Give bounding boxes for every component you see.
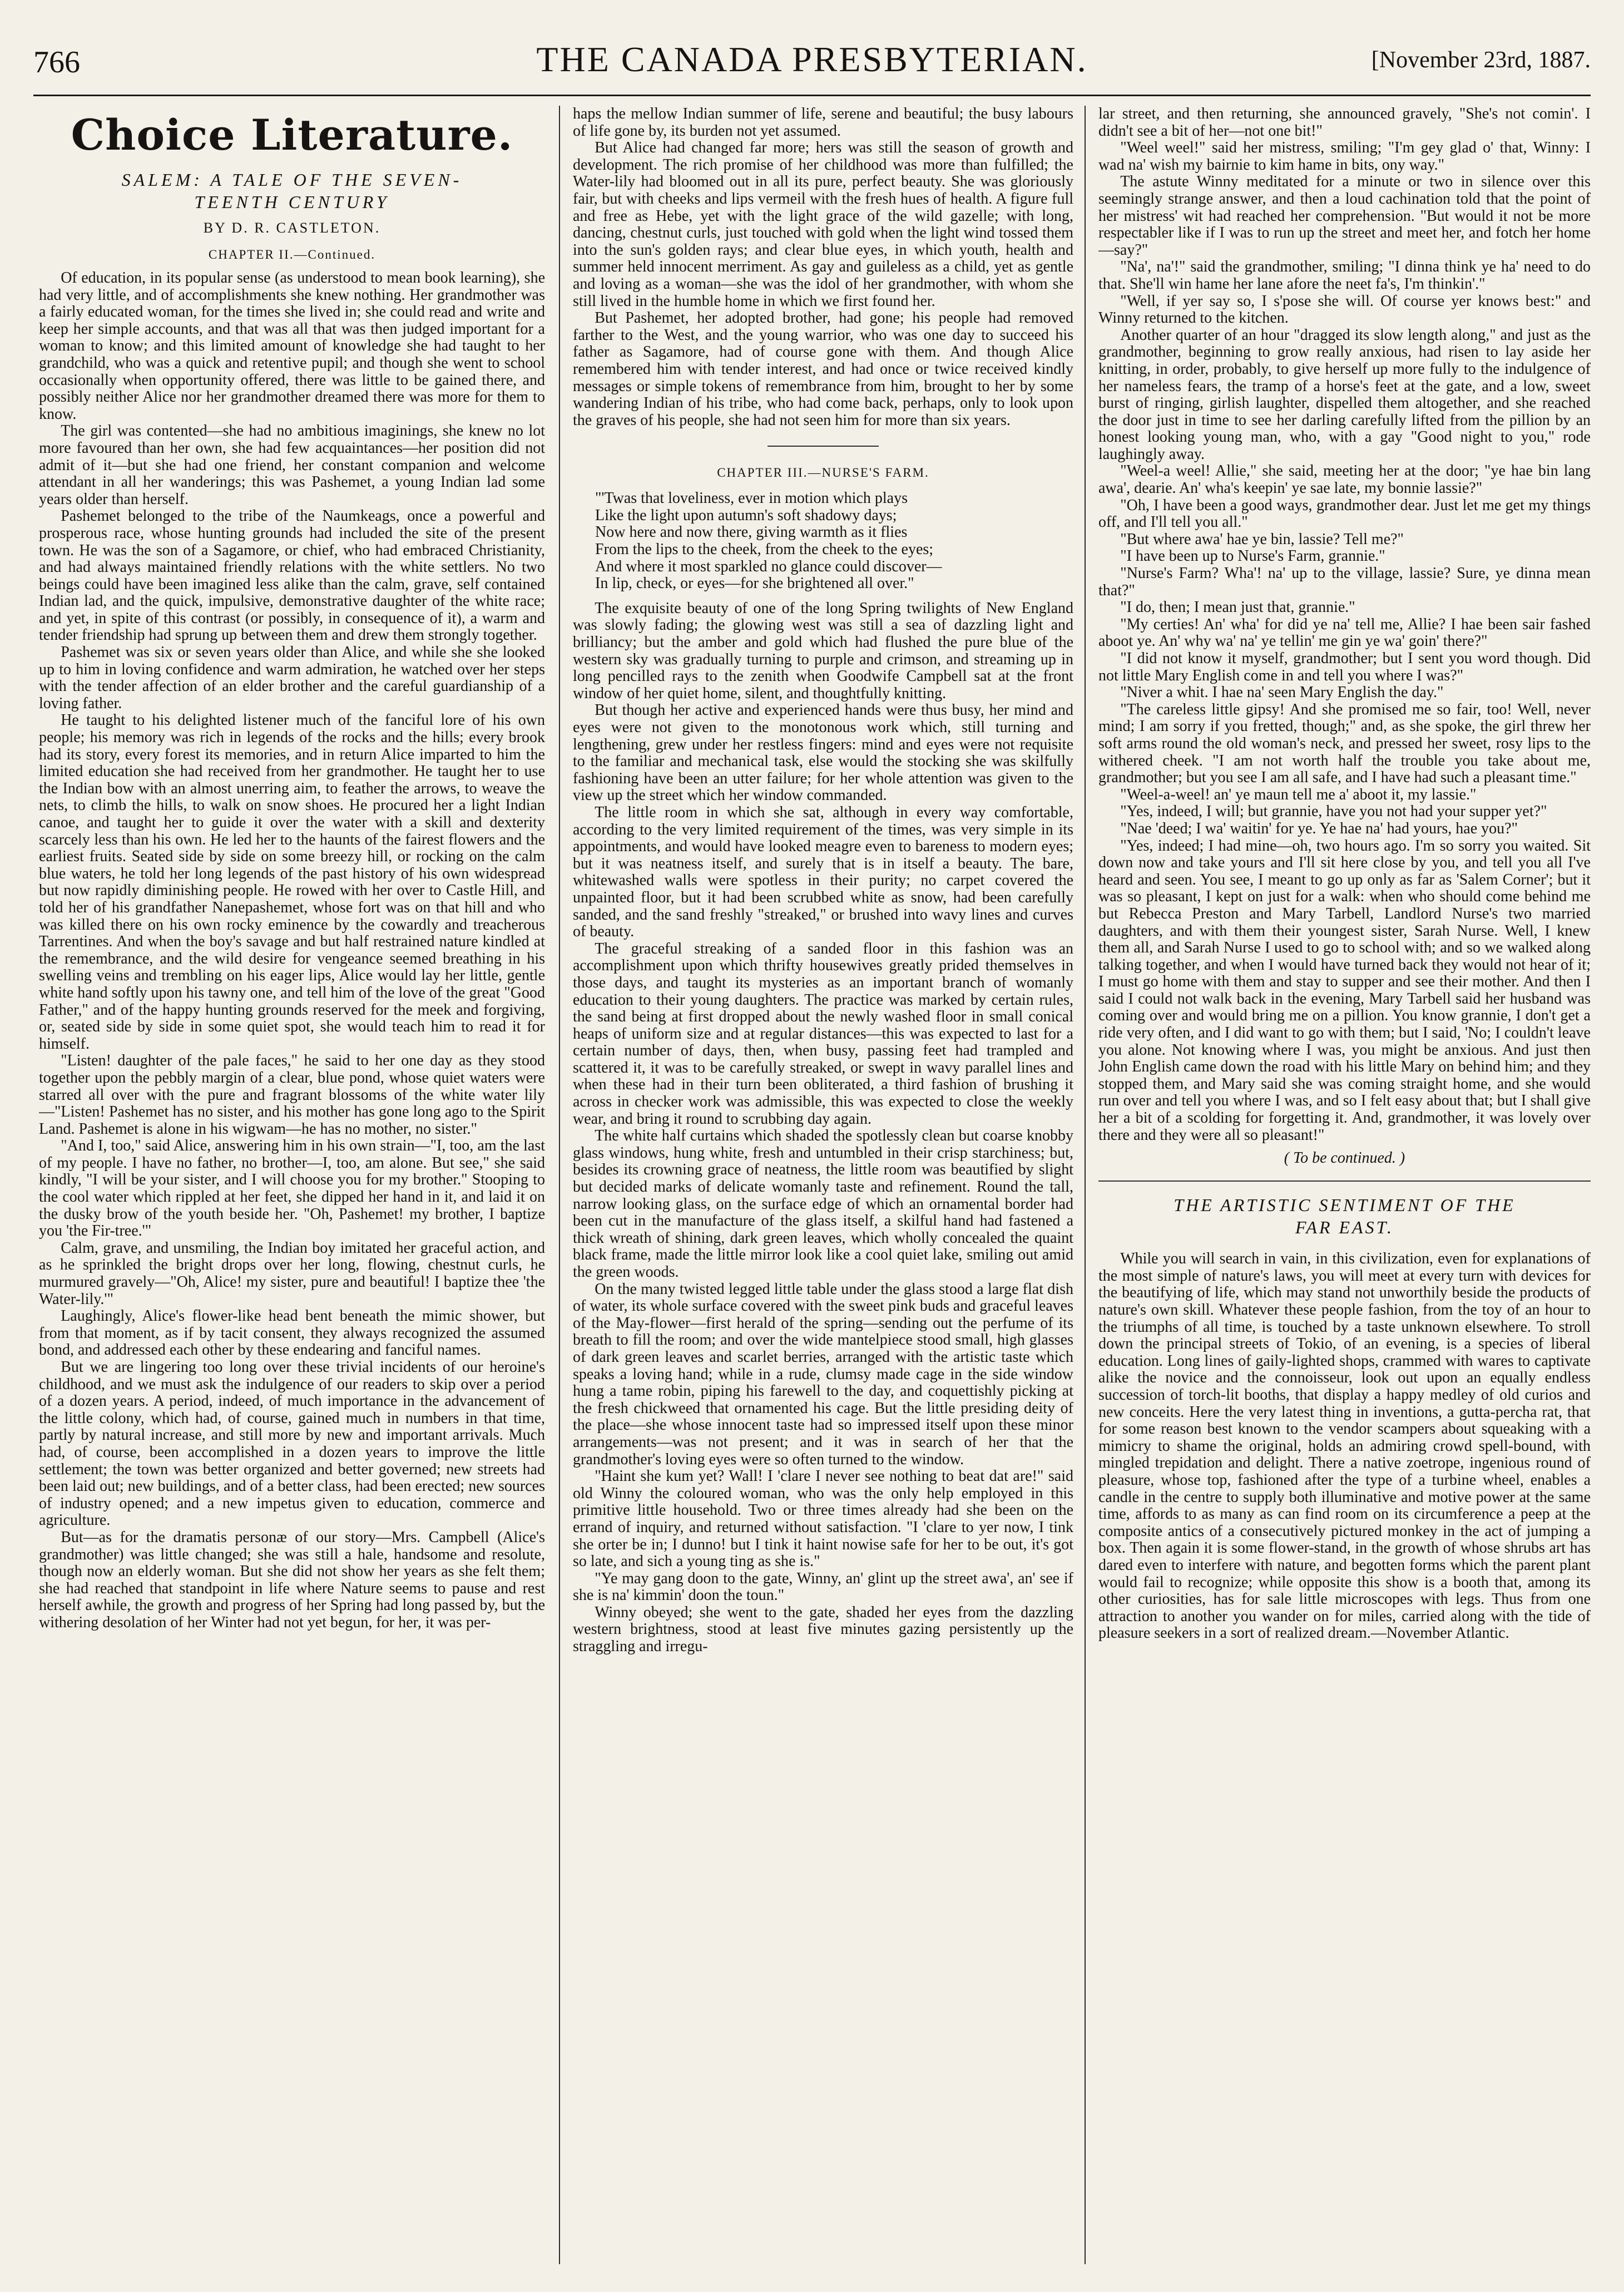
paragraph: He taught to his delighted listener much of the fanciful lore of his own people; his memory was rich in legends of the rocks and the hills; every brook had its story, every forest its memories, and in return Alice imparted to him the limited education she had received from her grandmother. He taught her to use the Indian bow with an almost unerring aim, to feather the arrows, to weave the nets, to climb the hills, to walk on snow shoes. He procured her a light Indian canoe, and taught her to guide it over the water with a skill and dexterity scarcely less than his own. He led her to the haunts of the fairest flowers and the earliest fruits. Seated side by side on some breezy hill, or rocking on the calm blue waters, he told her long legends of the past history of his own widespread but now rapidly diminishing people. He rowed with her over to Castle Hill, and told her of his grandfather Nanepashemet, whose fort was on that hill and who was killed there on his own rocky eminence by the cowardly and treacherous Tarrentines. And when the boy's savage and but half restrained nature kindled at the remembrance, and the wild desire for vengeance seemed breathing in his swelling veins and trembling on his eager lips, Alice would lay her little, gentle white hand softly upon his tawny one, and tell him of the love of the great "Good Father," and of the happy hunting grounds reserved for the meek and forgiving, or, seated side by side in some quiet spot, she would teach him to read it for himself. bbox=[39, 712, 545, 1053]
paragraph: "Haint she kum yet? Wall! I 'clare I never see nothing to beat dat are!" said old Winny the coloured woman, who was the only help employed in this primitive little household. Two or three times already had she been on the errand of inquiry, and returned without satisfaction. "I 'clare to yer now, I tink she orter be in; I dunno! but I tink it haint nowise safe for her to be out, it's got so late, and sich a young ting as she is." bbox=[573, 1468, 1073, 1570]
column-2 bbox=[573, 106, 1073, 2270]
poem-epigraph bbox=[595, 490, 1073, 592]
paragraph: Pashemet belonged to the tribe of the Naumkeags, once a powerful and prosperous race, whose hunting grounds had included the site of the present town. He was the son of a Sagamore, or chief, who had embraced Christianity, and had always maintained friendly relations with the white settlers. No two beings could have been imagined less alike than the calm, grave, self contained Indian lad, and the quick, impulsive, demonstrative daughter of the white race; and yet, in spite of this contrast (or possibly, in consequence of it), a warm and tender friendship had sprung up between them and drew them strongly together. bbox=[39, 507, 545, 644]
story-title-line-2: TEENTH CENTURY bbox=[194, 192, 390, 212]
paragraph: "I did not know it myself, grandmother; but I sent you word though. Did not little Mary English come in and tell you where I was?" bbox=[1098, 650, 1591, 684]
article-title bbox=[1098, 1194, 1591, 1238]
paragraph: "Oh, I have been a good ways, grandmother dear. Just let me get my things off, and I'll tell you all." bbox=[1098, 496, 1591, 531]
paragraph: The exquisite beauty of one of the long Spring twilights of New England was slowly fading; the glowing west was still a sea of dazzling light and brilliancy; but the amber and gold which had flushed the pure blue of the western sky was gradually turning to purple and crimson, and streaming up in long pencilled rays to the zenith when Goodwife Campbell sat at the front window of her quiet home, silent, and thoughtfully knitting. bbox=[573, 599, 1073, 702]
paragraph: The white half curtains which shaded the spotlessly clean but coarse knobby glass windows, hung white, fresh and untumbled in their crisp starchiness; but, besides its crowning grace of neatness, the little room was beautified by slight but decided marks of delicate womanly taste and refinement. Round the tall, narrow looking glass, on the surface edge of which an ornamental border had been cut in the manufacture of the glass itself, a skilful hand had fastened a thick wreath of shining, dark green leaves, which wholly concealed the quaint black frame, made the little mirror look like a cool quiet lake, smiling out amid the green woods. bbox=[573, 1127, 1073, 1281]
paragraph: "But where awa' hae ye bin, lassie? Tell me?" bbox=[1120, 530, 1404, 548]
paragraph: "Weel weel!" said her mistress, smiling; "I'm gey glad o' that, Winny: I wad na' wish my bairnie to kim hame in bits, ony way." bbox=[1098, 139, 1591, 174]
column-divider bbox=[1085, 106, 1086, 2264]
paragraph: But we are lingering too long over these trivial incidents of our heroine's childhood, and we must ask the indulgence of our readers to skip over a period of a dozen years. A period, indeed, of much importance in the advancement of the little colony, which had, of course, gained much in numbers in that time, partly by natural increase, and still more by new and important arrivals. Much had, of course, been accomplished in a dozen years to improve the little settlement; the town was better organized and better governed; new streets had been laid out; new buildings, and of a better class, had been erected; new sources of industry opened; and a new impetus given to education, commerce and agriculture. bbox=[39, 1359, 545, 1529]
poem-line: Like the light upon autumn's soft shadowy days; bbox=[595, 506, 897, 524]
paragraph: "Ye may gang doon to the gate, Winny, an' glint up the street awa', an' see if she is na' kimmin' doon the toun." bbox=[573, 1569, 1073, 1604]
paragraph: But Alice had changed far more; hers was still the season of growth and development. The rich promise of her childhood was more than fulfilled; the Water-lily had bloomed out in all its pure, perfect beauty. She was gloriously fair, but with cheeks and lips vermeil with the fresh hues of health. A figure full and free as Hebe, yet with the light grace of the wild gazelle; with long, dancing, chestnut curls, just touched with gold when the light wind tossed them into the sun's golden rays; and clear blue eyes, in which youth, health and summer held innocent merriment. As gay and guileless as a child, yet as gentle and loving as a woman—she was the idol of her grandmother, with whom she still lived in the humble home in which we first found her. bbox=[573, 139, 1073, 310]
paragraph: "Well, if yer say so, I s'pose she will. Of course yer knows best:" and Winny returned to the kitchen. bbox=[1098, 292, 1591, 327]
paragraph: Winny obeyed; she went to the gate, shaded her eyes from the dazzling western brightness, stood at least five minutes gazing persistently up the straggling and irregu- bbox=[573, 1603, 1073, 1656]
paragraph: "Weel-a-weel! an' ye maun tell me a' aboot it, my lassie." bbox=[1120, 786, 1477, 803]
paragraph: "And I, too," said Alice, answering him in his own strain—"I, too, am the last of my people. I have no father, no brother—I, too, am alone. But see," she said kindly, "I will be your sister, and I will choose you for my brother." Stooping to the cool water which rippled at her feet, she dipped her hand in it, and laid it on the dusky brow of the youth beside her. "Oh, Pashemet! my brother, I baptize you 'the Fir-tree.'" bbox=[39, 1137, 545, 1240]
paragraph: "The careless little gipsy! And she promised me so fair, too! Well, never mind; I am sorry if you fretted, though;" and, as she spoke, the girl threw her soft arms round the old woman's neck, and pressed her sweet, rosy lips to the withered cheek. "I am not worth half the trouble you take about me, grandmother; but you see I am all safe, and I have had such a pleasant time." bbox=[1098, 700, 1591, 787]
poem-line: "'Twas that loveliness, ever in motion which plays bbox=[595, 490, 908, 507]
paragraph: "I do, then; I mean just that, grannie." bbox=[1120, 599, 1355, 616]
page-number: 766 bbox=[33, 45, 80, 80]
paragraph: Laughingly, Alice's flower-like head bent beneath the mimic shower, but from that moment, as if by tacit consent, they always recognized the assumed bond, and addressed each other by these endearing and fanciful names. bbox=[39, 1307, 545, 1359]
paragraph: "Weel-a weel! Allie," she said, meeting her at the door; "ye hae bin lang awa', dearie. An' wha's keepin' ye sae late, my bonnie lassie?" bbox=[1098, 462, 1591, 497]
paragraph: "I have been up to Nurse's Farm, grannie." bbox=[1120, 547, 1385, 565]
poem-line: From the lips to the cheek, from the cheek to the eyes; bbox=[595, 541, 934, 559]
article-title-line-1: THE ARTISTIC SENTIMENT OF THE bbox=[1174, 1195, 1516, 1216]
paragraph: Of education, in its popular sense (as understood to mean book learning), she had very little, and of accomplishments she knew nothing. Her grandmother was a fairly educated woman, for the times she lived in; she could read and write and keep her simple accounts, and that was all that was then judged important for a woman to know; and this limited amount of knowledge she had taught to her grandchild, who was a quick and retentive pupil; and though she went to school occasionally when opportunity offered, there was little to be gained there, and possibly neither Alice nor her grandmother dreamed there was more for them to know. bbox=[39, 269, 545, 423]
paragraph: Calm, grave, and unsmiling, the Indian boy imitated her graceful action, and as he sprinkled the bright drops over her long, flowing, chestnut curls, he murmured gravely—"Oh, Alice! my sister, pure and beautiful! I baptize thee 'the Water-lily.'" bbox=[39, 1239, 545, 1308]
story-title-line-1: SALEM: A TALE OF THE SEVEN- bbox=[121, 170, 463, 190]
paragraph: lar street, and then returning, she announced gravely, "She's not comin'. I didn't see a bit of her—not one bit!" bbox=[1098, 106, 1591, 140]
paragraph: The astute Winny meditated for a minute or two in silence over this seemingly strange answer, and then a loud cachination told that the point of her mistress' wit had reached her comprehension. "But would it not be more respectabler like if I was to run up the street and meet her, and fotch her home—say?" bbox=[1098, 173, 1591, 259]
paragraph: "Nae 'deed; I wa' waitin' for ye. Ye hae na' had yours, hae you?" bbox=[1120, 819, 1518, 837]
paragraph: But—as for the dramatis personæ of our story—Mrs. Campbell (Alice's grandmother) was little changed; she was still a hale, handsome and resolute, though now an elderly woman. But she did not show her years as she felt them; she had reached that standpoint in life where Nature seems to pause and rest herself awhile, the growth and progress of her Spring had long passed by, but the withering desolation of her Winter had not yet begun, for her, it was per- bbox=[39, 1528, 545, 1631]
paragraph: "Listen! daughter of the pale faces," he said to her one day as they stood together upon the pebbly margin of a clear, blue pond, whose quiet waters were starred all over with the pure and fragrant blossoms of the white water lily—"Listen! Pashemet has no sister, and his mother has gone long ago to the Spirit Land. Pashemet is alone in his wigwam—he has no mother, no sister." bbox=[39, 1052, 545, 1138]
newspaper-title: THE CANADA PRESBYTERIAN. bbox=[536, 39, 1088, 79]
paragraph: Pashemet was six or seven years older than Alice, and while she she looked up to him in loving confidence and warm admiration, he watched over her steps with the tender affection of an elder brother and the careful guardianship of a loving father. bbox=[39, 644, 545, 712]
poem-line: And where it most sparkled no glance could discover— bbox=[595, 557, 942, 575]
chapter-heading: CHAPTER III.—NURSE'S FARM. bbox=[717, 466, 929, 480]
paragraph: Another quarter of an hour "dragged its slow length along," and just as the grandmother, beginning to grow really anxious, had risen to lay aside her knitting, in order, probably, to give herself up more fully to the indulgence of her nameless fears, the tramp of a horse's feet at the gate, and a low, sweet burst of ringing, girlish laughter, dispelled them altogether, and she reached the door just in time to see her darling carefully lifted from the pillion by an honest looking young man, who, with a gay "Good night to you," rode laughingly away. bbox=[1098, 326, 1591, 463]
masthead bbox=[33, 39, 1591, 89]
paragraph: The graceful streaking of a sanded floor in this fashion was an accomplishment upon which thrifty housewives greatly prided themselves in those days, and taught its mysteries as an important branch of womanly education to their young daughters. The practice was marked by certain rules, the sand being at first dropped about the newly washed floor in small conical heaps of uniform size and at regular distances—this was expected to last for a certain number of days, then, when busy, passing feet had trampled and scattered it, it was to be carefully streaked, or swept in wavy parallel lines and when these had in their turn been obliterated, a third fashion of brushing it across in checker work was admissible, this was expected to close the weekly wear, and bring it round to scrubbing day again. bbox=[573, 940, 1073, 1128]
paragraph: "My certies! An' wha' for did ye na' tell me, Allie? I hae been sair fashed aboot ye. An' why wa' na' ye tellin' me gin ye wa' goin' there?" bbox=[1098, 615, 1591, 650]
paragraph: "Yes, indeed; I had mine—oh, two hours ago. I'm so sorry you waited. Sit down now and take yours and I'll sit here close by you, and tell you all I've heard and seen. You see, I meant to go up only as far as 'Salem Corner'; but it was so pleasant, I kept on just for a walk: when who should come behind me but Rebecca Preston and Mary Tarbell, Landlord Nurse's two married daughters, and with them their youngest sister, Sarah Nurse. Well, I knew them all, and Sarah Nurse I used to go to school with; and so we walked along talking together, and when I would have turned back they would not hear of it; I must go home with them and stay to supper and see their mother. And then I said I could not walk back in the evening, Mary Tarbell said her husband was coming over and would bring me on a pillion. You know grannie, I don't get a ride very often, and I did want to go with them; but I said, 'No; I couldn't leave you alone. Not knowing where I was, you might be anxious. And just then John English came down the road with his little Mary on behind him; and they stopped them, and Mary said she was coming straight home, and she would run over and tell you where I was, and so I felt easy about that; but I shall give her a bit of a scolding for forgetting it. And, grandmother, it was lovely over there and they were all so pleasant!" bbox=[1098, 837, 1591, 1144]
column-3 bbox=[1098, 106, 1591, 2270]
section-divider bbox=[768, 446, 879, 447]
paragraph: "Niver a whit. I hae na' seen Mary English the day." bbox=[1120, 684, 1444, 702]
paragraph: "Nurse's Farm? Wha'! na' up to the village, lassie? Sure, ye dinna mean that?" bbox=[1098, 565, 1591, 599]
paragraph: On the many twisted legged little table under the glass stood a large flat dish of water, its whole surface covered with the sweet pink buds and graceful leaves of the May-flower—first herald of the spring—sending out the perfume of its breath to fill the room; and over the wide mantelpiece stood small, high glasses of dark green leaves and scarlet berries, arranged with the artistic taste which speaks a loving hand; while in a rude, clumsy made cage in the side window hung a tame robin, piping his farewell to the day, and coquettishly picking at the fresh chickweed that ornamented his cage. But the little presiding deity of the place—she whose innocent taste had so impressed itself upon these minor arrangements—was not present; and it was in search of her that the grandmother's loving eyes were so often turned to the window. bbox=[573, 1280, 1073, 1468]
chapter-heading: CHAPTER II.—Continued. bbox=[208, 248, 376, 261]
story-byline: BY D. R. CASTLETON. bbox=[203, 220, 381, 236]
paragraph: "Na', na'!" said the grandmother, smiling; "I dinna think ye ha' need to do that. She'll win hame her lane afore the neet fa's, I'm thinkin'." bbox=[1098, 258, 1591, 293]
poem-line: Now here and now there, giving warmth as it flies bbox=[595, 523, 908, 541]
paragraph: While you will search in vain, in this civilization, even for explanations of the most simple of nature's laws, you will meet at every turn with devices for the beautifying of life, which may stand not unworthily beside the products of nature's own skill. Whatever these people fashion, from the toy of an hour to the triumphs of all time, is touched by a taste unknown elsewhere. To stroll down the principal streets of Tokio, of an evening, is a species of liberal education. Long lines of gaily-lighted shops, crammed with wares to captivate alike the novice and the connoisseur, look out upon an equally endless succession of torch-lit booths, that display a happy medley of old curios and new conceits. Here the very latest thing in inventions, a gutta-percha rat, that for some reason best known to the vendor scampers about squeaking with a mimicry to shame the original, holds an admiring crowd spell-bound, with mingled trepidation and delight. There a native zoetrope, ingenious round of pleasure, whose top, fashioned after the type of a turbine wheel, enables a candle in the centre to supply both illuminative and motive power at the same time, affords to as many as can find room on its circumference a peep at the composite antics of a consecutively pictured monkey in the act of jumping a box. Then again it is some flower-stand, in the growth of whose shrubs art has dared even to interfere with nature, and begotten forms which the parent plant would fail to recognize; while opposite this show is a booth that, among its other curiosities, has for sale little microscopes with legs. Thus from one attraction to another you wander on for miles, carried along with the tide of pleasure seekers in a sort of realized dream.—November Atlantic. bbox=[1098, 1250, 1591, 1642]
issue-date: [November 23rd, 1887. bbox=[1371, 47, 1591, 73]
paragraph: "Yes, indeed, I will; but grannie, have you not had your supper yet?" bbox=[1120, 803, 1547, 821]
poem-line: In lip, check, or eyes—for she brightened all over." bbox=[595, 575, 914, 592]
paragraph: The girl was contented—she had no ambitious imaginings, she knew no lot more favoured than her own, she had few acquaintances—her position did not admit of it—but she had one friend, her constant companion and welcome attendant in all her wanderings; this was Pashemet, a young Indian lad some years older than herself. bbox=[39, 422, 545, 508]
paragraph: The little room in which she sat, although in every way comfortable, according to the very limited requirement of the times, was very simple in its appointments, and would have looked meagre even to bareness to modern eyes; but it was neatness itself, and surely that is in itself a beauty. The bare, whitewashed walls were spotless in their purity; no carpet covered the unpainted floor, but it had been scrubbed white as snow, had been carefully sanded, and the sand freshly "streaked," or brushed into wavy lines and curves of beauty. bbox=[573, 803, 1073, 941]
to-be-continued: ( To be continued. ) bbox=[1284, 1149, 1405, 1167]
paragraph: But Pashemet, her adopted brother, had gone; his people had removed farther to the West, and the young warrior, who was one day to succeed his father as Sagamore, had of course gone with them. And though Alice remembered him with tender interest, and had once or twice received kindly messages or simple tokens of remembrance from him, brought to her by some wandering Indian of his tribe, who had come back, perhaps, only to look upon the graves of his people, she had not seen him for more than six years. bbox=[573, 309, 1073, 429]
section-title: Choice Literature. bbox=[71, 110, 513, 160]
column-1 bbox=[39, 106, 545, 2270]
masthead-rule bbox=[33, 95, 1591, 96]
article-title-line-2: FAR EAST. bbox=[1295, 1217, 1394, 1238]
column-divider bbox=[559, 106, 560, 2264]
paragraph: haps the mellow Indian summer of life, serene and beautiful; the busy labours of life gone by, its burden not yet assumed. bbox=[573, 106, 1073, 140]
article-divider bbox=[1098, 1180, 1591, 1182]
paragraph: But though her active and experienced hands were thus busy, her mind and eyes were not given to the monotonous work which, still turning and lengthening, grew under her restless fingers: mind and eyes were not requisite to the familiar and mechanical task, else would the stocking she was skilfully fashioning have been an utter failure; for her whole attention was given to the view up the street which her window commanded. bbox=[573, 702, 1073, 804]
